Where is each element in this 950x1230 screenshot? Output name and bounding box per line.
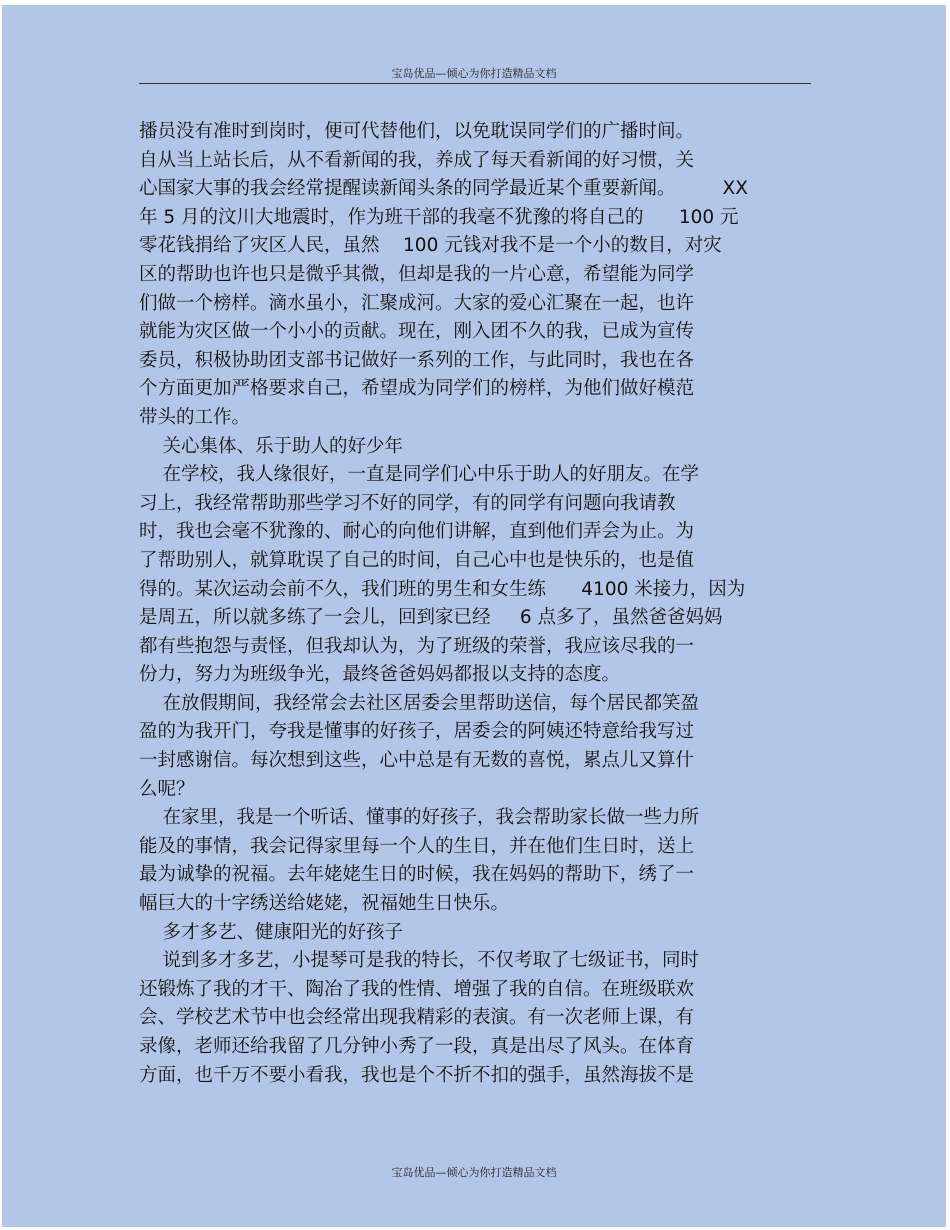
text-line: 得的。某次运动会前不久，我们班的男生和女生练 4100 米接力，因为	[139, 578, 746, 600]
text-line: 一封感谢信。每次想到这些，心中总是有无数的喜悦，累点儿又算什	[139, 750, 695, 772]
text-line: 还锻炼了我的才干、陶冶了我的性情、增强了我的自信。在班级联欢	[139, 978, 695, 1000]
text-line: 时，我也会毫不犹豫的、耐心的向他们讲解，直到他们弄会为止。为	[139, 521, 695, 543]
header-divider	[139, 83, 811, 84]
text-line: 年 5 月的汶川大地震时，作为班干部的我毫不犹豫的将自己的 100 元	[139, 206, 739, 228]
document-page	[2, 5, 946, 1227]
text-line: 区的帮助也许也只是微乎其微，但却是我的一片心意，希望能为同学	[139, 263, 695, 285]
text-line: 会、学校艺术节中也会经常出现我精彩的表演。有一次老师上课，有	[139, 1007, 695, 1029]
text-line: 么呢？	[139, 778, 195, 800]
text-line: 在放假期间，我经常会去社区居委会里帮助送信，每个居民都笑盈	[139, 692, 700, 714]
text-line: 说到多才多艺，小提琴可是我的特长，不仅考取了七级证书，同时	[139, 950, 700, 972]
text-line: 份力，努力为班级争光，最终爸爸妈妈都报以支持的态度。	[139, 664, 621, 686]
text-line: 带头的工作。	[139, 406, 251, 428]
text-line: 在学校，我人缘很好，一直是同学们心中乐于助人的好朋友。在学	[139, 464, 700, 486]
page-footer: 宝岛优品—倾心为你打造精品文档	[391, 1166, 557, 1179]
text-line: 都有些抱怨与责怪，但我却认为，为了班级的荣誉，我应该尽我的一	[139, 635, 695, 657]
text-line: 就能为灾区做一个小小的贡献。现在，刚入团不久的我，已成为宣传	[139, 321, 695, 343]
text-line: 关心集体、乐于助人的好少年	[139, 435, 404, 457]
text-line: 播员没有准时到岗时，便可代替他们，以免耽误同学们的广播时间。	[139, 121, 695, 142]
text-line: 们做一个榜样。滴水虽小，汇聚成河。大家的爱心汇聚在一起，也许	[139, 292, 695, 314]
text-line: 最为诚挚的祝福。去年姥姥生日的时候，我在妈妈的帮助下，绣了一	[139, 864, 695, 886]
text-line: 幅巨大的十字绣送给姥姥，祝福她生日快乐。	[139, 893, 510, 915]
text-line: 能及的事情，我会记得家里每一个人的生日，并在他们生日时，送上	[139, 835, 695, 857]
text-line: 方面，也千万不要小看我，我也是个不折不扣的强手，虽然海拔不是	[139, 1064, 695, 1086]
text-line: 录像，老师还给我留了几分钟小秀了一段，真是出尽了风头。在体育	[139, 1036, 695, 1057]
text-line: 零花钱捐给了灾区人民，虽然 100 元钱对我不是一个小的数目，对灾	[139, 235, 722, 257]
document-body	[139, 118, 819, 1090]
text-line: 委员，积极协助团支部书记做好一系列的工作，与此同时，我也在各	[139, 349, 695, 371]
text-line: 多才多艺、健康阳光的好孩子	[139, 921, 404, 943]
text-line: 自从当上站长后，从不看新闻的我，养成了每天看新闻的好习惯，关	[139, 149, 695, 171]
text-line: 在家里，我是一个听话、懂事的好孩子，我会帮助家长做一些力所	[139, 807, 700, 829]
text-line: 盈的为我开门，夸我是懂事的好孩子，居委会的阿姨还特意给我写过	[139, 721, 695, 743]
page-header: 宝岛优品—倾心为你打造精品文档	[391, 67, 557, 80]
text-line: 了帮助别人，就算耽误了自己的时间，自己心中也是快乐的，也是值	[139, 549, 695, 571]
text-line: 心国家大事的我会经常提醒读新闻头条的同学最近某个重要新闻。 XX	[139, 178, 748, 200]
text-line: 个方面更加严格要求自己，希望成为同学们的榜样，为他们做好模范	[139, 378, 695, 400]
text-line: 习上，我经常帮助那些学习不好的同学，有的同学有问题向我请教	[139, 492, 676, 514]
text-line: 是周五，所以就多练了一会儿，回到家已经 6 点多了，虽然爸爸妈妈	[139, 607, 723, 629]
